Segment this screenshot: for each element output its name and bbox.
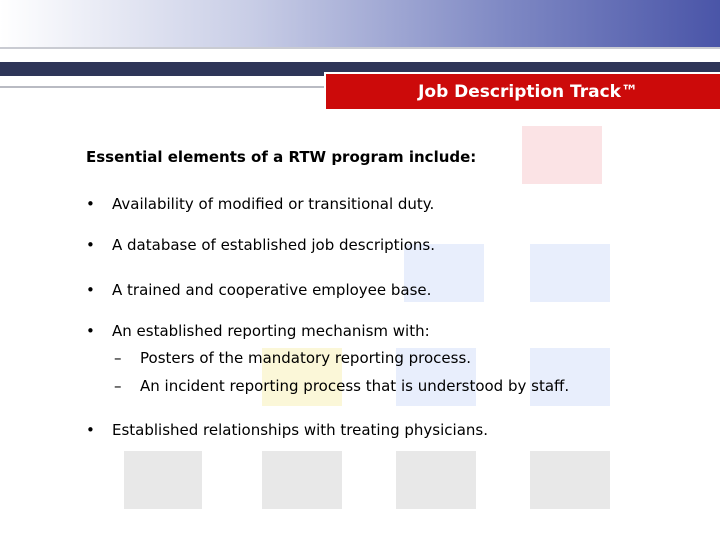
slide-heading: Essential elements of a RTW program include: — [86, 148, 477, 166]
bullet-text: An established reporting mechanism with: — [112, 322, 430, 340]
bullet-icon: • — [86, 421, 95, 439]
dash-icon: – — [114, 377, 122, 395]
bullet-text: A database of established job descriptions. — [112, 236, 435, 254]
dash-icon: – — [114, 349, 122, 367]
slide-title: Job Description Track™ — [418, 81, 638, 102]
bullet-icon: • — [86, 195, 95, 213]
bullet-icon: • — [86, 236, 95, 254]
sub-bullet-text: An incident reporting process that is understood by staff. — [140, 377, 570, 395]
bullet-icon: • — [86, 322, 95, 340]
bullet-text: A trained and cooperative employee base. — [112, 281, 432, 299]
bullet-icon: • — [86, 281, 95, 299]
bullet-text: Established relationships with treating physicians. — [112, 421, 488, 439]
sub-bullet-text: Posters of the mandatory reporting process. — [140, 349, 472, 367]
bullet-text: Availability of modified or transitional duty. — [112, 195, 435, 213]
